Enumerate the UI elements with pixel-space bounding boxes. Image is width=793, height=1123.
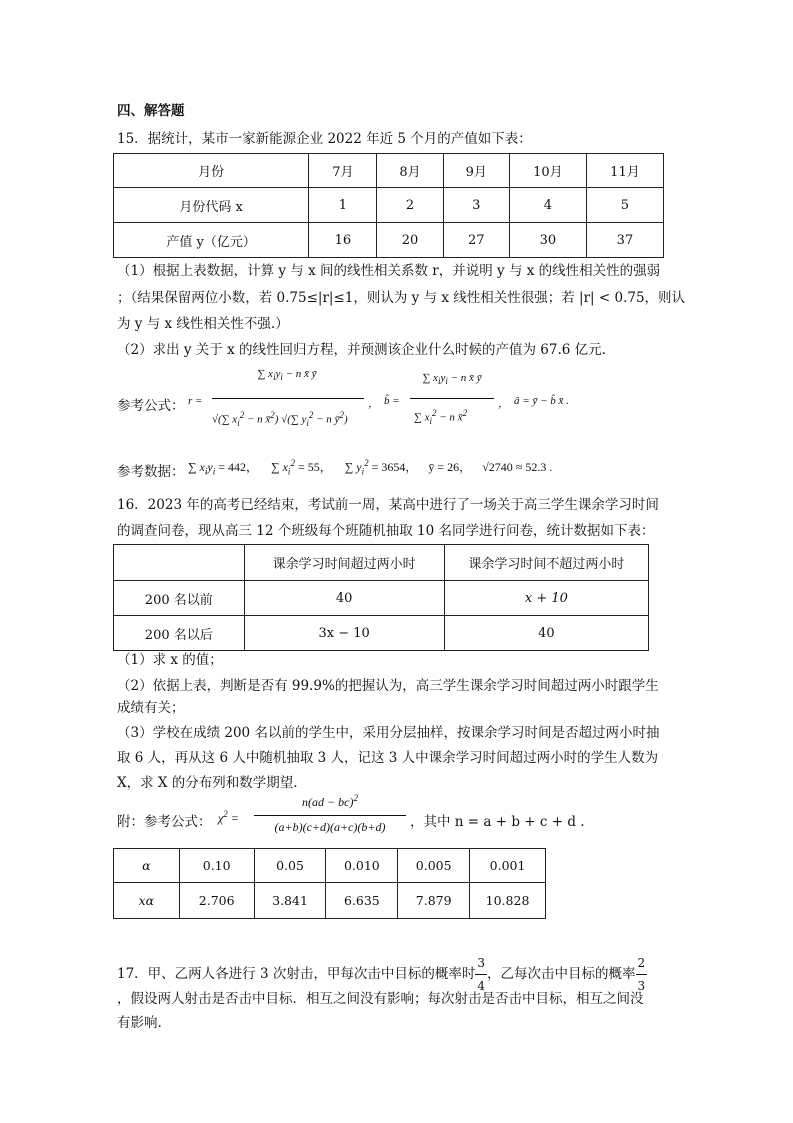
table-cell: x + 10 (444, 581, 648, 616)
table-cell: 4 (509, 188, 586, 223)
q17-line2: ，假设两人射击是否击中目标．相互之间没有影响；每次射击是否击中目标，相互之间没 (117, 991, 644, 1007)
q16-intro-line1: 16．2023 年的高考已经结束，考试前一周，某高中进行了一场关于高三学生课余学习时间 (117, 497, 659, 513)
table-cell: 3x − 10 (244, 616, 444, 651)
table-cell: 2 (377, 188, 443, 223)
table-cell: 10月 (509, 154, 586, 188)
table-cell: 5 (586, 188, 663, 223)
chi-square-formula: $\chi^2$ = n(ad − bc)$^2$ (a+b)(c+d)(a+c)(b+d) (218, 793, 408, 843)
table-cell: 月份代码 x (114, 188, 309, 223)
table-cell: 11月 (586, 154, 663, 188)
table-cell (114, 545, 245, 581)
q16-part3-line3: X，求 X 的分布列和数学期望. (117, 775, 298, 791)
table-cell: 7.879 (398, 883, 470, 919)
data-item: = 55， (297, 460, 332, 474)
table-cell: 产值 y（亿元） (114, 223, 309, 258)
table-cell: 30 (509, 223, 586, 258)
q15-table (113, 153, 664, 258)
q16-part2-line1: （2）依据上表，判断是否有 99.9%的把握认为，高三学生课余学习时间超过两小时跟学生 (117, 678, 659, 694)
table-cell: 0.005 (398, 849, 470, 883)
q15-part1-line3: 为 y 与 x 线性相关性不强.） (117, 316, 289, 332)
table-cell: 课余学习时间超过两小时 (244, 545, 444, 581)
table-cell: 月份 (114, 154, 309, 188)
table-row (114, 188, 664, 223)
q15-part2: （2）求出 y 关于 x 的线性回归方程，并预测该企业什么时候的产值为 67.6 亿元. (117, 342, 606, 358)
data-item: = 442， (218, 460, 259, 474)
data-item: √2740 ≈ 52.3 . (482, 460, 553, 474)
table-cell: 1 (309, 188, 377, 223)
table-row (114, 581, 649, 616)
table-row (114, 616, 649, 651)
appendix-tail: ，其中 n = a + b + c + d . (410, 814, 585, 830)
q17-text-b: ，乙每次击中目标的概率 (487, 966, 636, 982)
data-item: ȳ = 26， (428, 460, 472, 474)
probability-fraction-yi: $\frac{2}{3}$ (636, 952, 648, 997)
table-cell: 3.841 (254, 883, 326, 919)
q16-part2-line2: 成绩有关； (117, 700, 185, 716)
critical-value-table (113, 848, 546, 919)
q16-intro-line2: 的调查问卷，现从高三 12 个班级每个班随机抽取 10 名同学进行问卷，统计数据如下表： (117, 523, 655, 539)
q16-part3-line2: 取 6 人，再从这 6 人中随机抽取 3 人，记这 3 人中课余学习时间超过两小时的学生人数为 (117, 750, 659, 766)
reference-data: ∑ $x_iy_i = 442$， ∑ $x_i^2 = 55$， ∑ $y_i^2 = 3654$， ȳ = 26， √2740 ≈ 52.3 . (188, 458, 553, 477)
table-cell: 7月 (309, 154, 377, 188)
table-cell: 9月 (443, 154, 509, 188)
table-cell: 0.10 (179, 849, 254, 883)
table-row (114, 223, 664, 258)
table-cell: 200 名以前 (114, 581, 245, 616)
table-cell: 3 (443, 188, 509, 223)
table-cell: 10.828 (470, 883, 546, 919)
table-cell: 27 (443, 223, 509, 258)
q15-part1-line2: ；（结果保留两位小数，若 0.75≤|r|≤1，则认为 y 与 x 线性相关性很强；若 |r| < 0.75，则认 (117, 290, 686, 306)
table-cell: 0.001 (470, 849, 546, 883)
table-row (114, 154, 664, 188)
section-title: 四、解答题 (117, 103, 185, 119)
table-row (114, 883, 546, 919)
table-cell: 40 (244, 581, 444, 616)
table-cell: 课余学习时间不超过两小时 (444, 545, 648, 581)
table-cell: 40 (444, 616, 648, 651)
q16-part3-line1: （3）学校在成绩 200 名以前的学生中，采用分层抽样，按课余学习时间是否超过两小时抽 (117, 725, 660, 741)
table-row (114, 849, 546, 883)
table-cell: 0.010 (326, 849, 398, 883)
q17-text-a: 17．甲、乙两人各进行 3 次射击，甲每次击中目标的概率时 (117, 966, 476, 982)
q16-part1: （1）求 x 的值； (117, 652, 223, 668)
table-cell: 6.635 (326, 883, 398, 919)
q15-intro: 15．据统计，某市一家新能源企业 2022 年近 5 个月的产值如下表： (117, 131, 532, 147)
data-item: = 3654， (371, 460, 418, 474)
table-cell: 20 (377, 223, 443, 258)
table-cell: 0.05 (254, 849, 326, 883)
table-cell: α (114, 849, 180, 883)
q15-part1-line1: （1）根据上表数据，计算 y 与 x 间的线性相关系数 r，并说明 y 与 x 的线性相关性的强弱 (117, 263, 661, 279)
table-row (114, 545, 649, 581)
q15-data-label: 参考数据： (117, 464, 185, 480)
q17-line3: 有影响. (117, 1015, 162, 1031)
table-cell: 200 名以后 (114, 616, 245, 651)
q16-table (113, 544, 649, 651)
table-cell: 16 (309, 223, 377, 258)
q15-formula-label: 参考公式： (117, 398, 185, 414)
table-cell: xα (114, 883, 180, 919)
table-cell: 8月 (377, 154, 443, 188)
table-cell: 2.706 (179, 883, 254, 919)
probability-fraction-jia: $\frac{3}{4}$ (475, 952, 487, 997)
appendix-label: 附：参考公式： (117, 814, 212, 830)
table-cell: 37 (586, 223, 663, 258)
correlation-formula: r = ∑ $x_iy_i - n$ x̄ ȳ √(∑ $x_i^2 - n$ x̄$^2$) √(∑ $y_i^2 - n$ $ȳ^2$) ， b̂ = ∑ $x_iy_i - n$ x̄ ȳ ∑ $x_i^2 - n$ x̄$^2$ ， â = ȳ − b̂ x̄ . (188, 368, 569, 428)
